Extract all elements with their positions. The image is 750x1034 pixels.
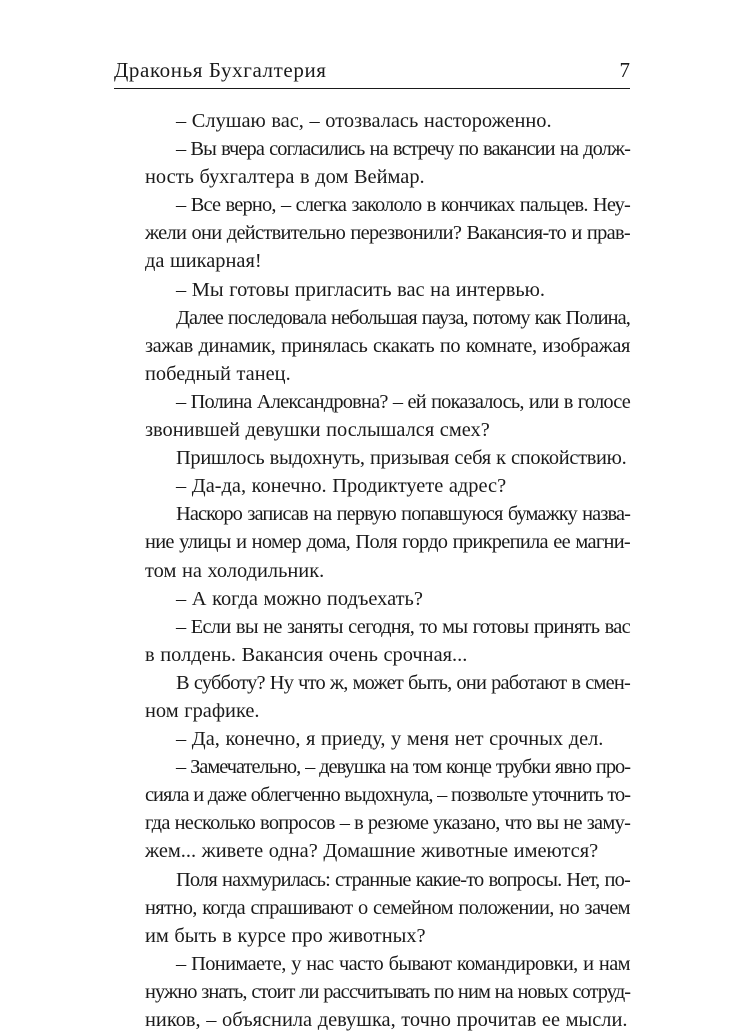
text-line: нятно, когда спрашивают о семейном положении, но зачем: [145, 896, 630, 919]
paragraph: [114, 950, 630, 1034]
text-line: – А когда можно подъехать?: [176, 587, 423, 610]
text-line: том на холодильник.: [145, 559, 325, 582]
text-line: – Да, конечно, я приеду, у меня нет срочных дел.: [176, 728, 604, 751]
paragraph: [114, 444, 630, 472]
text-line: – Да-да, конечно. Продиктуете адрес?: [176, 475, 507, 498]
text-line: – Если вы не заняты сегодня, то мы готовы принять вас: [176, 615, 630, 638]
text-line: гда несколько вопросов – в резюме указано, что вы не заму-: [145, 812, 631, 835]
text-line: ность бухгалтера в дом Веймар.: [145, 166, 425, 189]
paragraph: [114, 500, 630, 584]
paragraph: [114, 135, 630, 191]
text-line: в полдень. Вакансия очень срочная...: [145, 643, 468, 666]
text-line: победный танец.: [145, 362, 291, 385]
text-line: звонившей девушки послышался смех?: [145, 419, 490, 442]
text-line: нужно знать, стоит ли рассчитывать по ним на новых сотруд-: [145, 980, 631, 1003]
text-line: сияла и даже облегченно выдохнула, – позвольте уточнить то-: [145, 784, 630, 807]
text-line: Далее последовала небольшая пауза, потому как Полина,: [176, 306, 630, 329]
paragraph: [114, 669, 630, 725]
paragraph: [114, 725, 630, 753]
paragraph: [114, 191, 630, 275]
text-line: зажав динамик, принялась скакать по комнате, изображая: [145, 334, 630, 357]
text-line: – Мы готовы пригласить вас на интервью.: [176, 278, 545, 301]
text-line: ном графике.: [145, 699, 260, 722]
text-line: жели они действительно перезвонили? Вакансия-то и прав-: [145, 222, 630, 245]
body-text: [114, 107, 630, 1034]
text-line: Поля нахмурилась: странные какие-то вопросы. Нет, по-: [176, 868, 630, 891]
text-line: В субботу? Ну что ж, может быть, они работают в смен-: [176, 671, 630, 694]
text-line: – Вы вчера согласились на встречу по вакансии на долж-: [176, 138, 630, 161]
paragraph: [114, 866, 630, 950]
paragraph: [114, 753, 630, 865]
text-line: ние улицы и номер дома, Поля гордо прикрепила ее магни-: [145, 531, 630, 554]
text-line: Пришлось выдохнуть, призывая себя к спокойствию.: [176, 447, 627, 470]
text-line: им быть в курсе про животных?: [145, 924, 426, 947]
text-line: – Замечательно, – девушка на том конце трубки явно про-: [176, 756, 630, 779]
paragraph: [114, 472, 630, 500]
text-line: – Слушаю вас, – отозвалась настороженно.: [176, 110, 552, 132]
paragraph: [114, 585, 630, 613]
text-line: – Все верно, – слегка закололо в кончиках пальцев. Неу-: [176, 194, 630, 217]
text-line: – Понимаете, у нас часто бывают командировки, и нам: [176, 952, 630, 975]
text-line: жем... живете одна? Домашние животные имеются?: [145, 840, 599, 863]
running-title: Драконья Бухгалтерия: [114, 58, 327, 82]
text-line: да шикарная!: [145, 250, 262, 273]
header-rule: [114, 88, 630, 89]
page-header: [114, 54, 630, 90]
paragraph: [114, 107, 630, 135]
paragraph: [114, 304, 630, 388]
paragraph: [114, 276, 630, 304]
text-line: – Полина Александровна? – ей показалось, или в голосе: [176, 390, 630, 413]
paragraph: [114, 613, 630, 669]
text-line: ников, – объяснила девушка, точно прочитав ее мысли.: [145, 1009, 628, 1031]
page-number: 7: [619, 58, 630, 82]
paragraph: [114, 388, 630, 444]
text-line: Наскоро записав на первую попавшуюся бумажку назва-: [176, 503, 630, 526]
